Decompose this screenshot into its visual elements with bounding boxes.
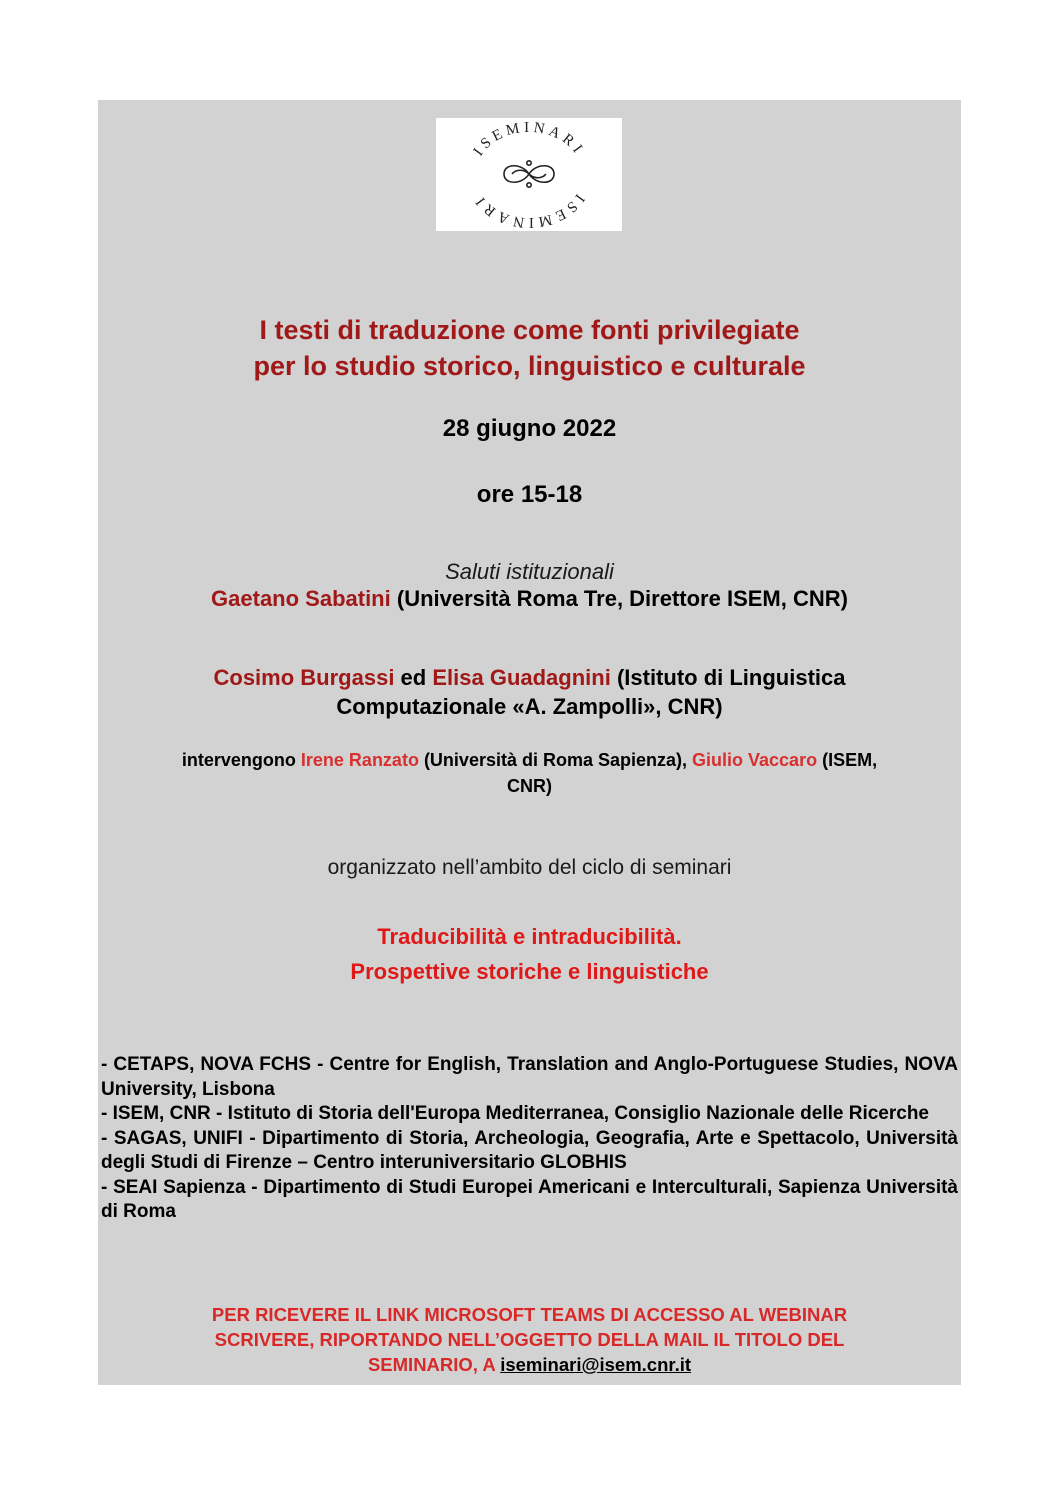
seminar-cycle-title [98,919,961,989]
speaker-name: Elisa Guadagnini [432,665,611,690]
title-line-2: per lo studio storico, linguistico e culturale [253,351,806,381]
speaker-affiliation: Computazionale «A. Zampolli», CNR) [336,694,723,719]
footer-line-2: SCRIVERE, RIPORTANDO NELL’OGGETTO DELLA MAIL IL TITOLO DEL [214,1329,845,1350]
footer-line-3 [98,1352,961,1377]
speaker-conjunction: ed [394,665,433,690]
event-time: ore 15-18 [476,481,583,508]
saluti-label: Saluti istituzionali [445,559,614,584]
speaker-affiliation: (Istituto di Linguistica [610,665,846,690]
partner-item: - ISEM, CNR - Istituto di Storia dell'Europa Mediterranea, Consiglio Nazionale delle Ricerche [101,1103,929,1124]
partner-item: - CETAPS, NOVA FCHS - Centre for English, Translation and Anglo-Portuguese Studies, NOVA University, Lisbona [101,1054,958,1100]
interventions [98,747,961,799]
event-date: 28 giugno 2022 [442,415,617,442]
speaker-name: Gaetano Sabatini [211,586,391,611]
footer-line-1: PER RICEVERE IL LINK MICROSOFT TEAMS DI ACCESSO AL WEBINAR [211,1304,848,1325]
speaker-name: Cosimo Burgassi [213,665,395,690]
svg-text:ISEMINARI: ISEMINARI [470,190,588,231]
speaker-name: Giulio Vaccaro [692,750,818,770]
cycle-line-1: Traducibilità e intraducibilità. [377,924,682,949]
speaker-affiliation: (ISEM, [817,750,878,770]
flyer-panel [98,100,961,1385]
iseminari-logo [436,118,622,231]
speaker-affiliation: (Università Roma Tre, Direttore ISEM, CNR) [390,586,848,611]
partner-item: - SEAI Sapienza - Dipartimento di Studi Europei Americani e Interculturali, Sapienza Università di Roma [101,1176,958,1222]
title-line-1: I testi di traduzione come fonti privilegiate [259,315,800,345]
speaker-affiliation: (Università di Roma Sapienza), [418,750,693,770]
interventions-prefix: intervengono [181,750,301,770]
footer-prefix: SEMINARIO, A [367,1354,501,1375]
organized-note: organizzato nell’ambito del ciclo di seminari [327,856,732,879]
speaker-name: Irene Ranzato [300,750,419,770]
partner-item: - SAGAS, UNIFI - Dipartimento di Storia, Archeologia, Geografia, Arte e Spettacolo, Università degli Studi di Firenze – Centro interuniversitario GLOBHIS [101,1127,958,1173]
cycle-line-2: Prospettive storiche e linguistiche [350,959,709,984]
page-title [98,312,961,384]
svg-text:ISEMINARI: ISEMINARI [470,119,588,160]
main-speakers [98,663,961,721]
registration-note [98,1302,961,1377]
logo-emblem-icon [436,118,622,231]
partner-list [101,1053,958,1225]
speaker-affiliation: CNR) [507,776,552,796]
email-link[interactable]: iseminari@isem.cnr.it [500,1354,692,1375]
saluti-speaker [98,586,961,612]
